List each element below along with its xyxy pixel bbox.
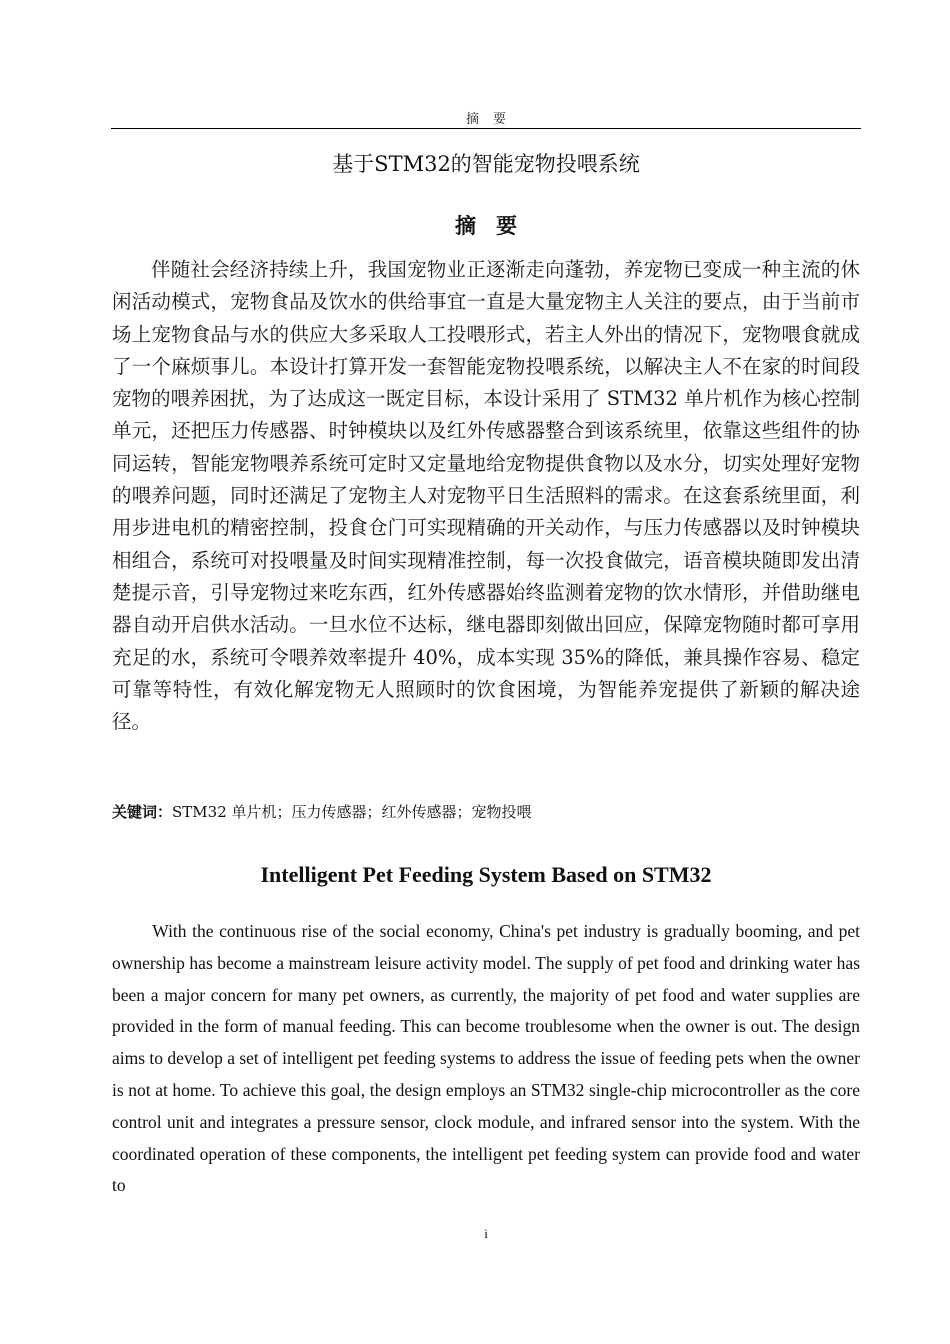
keywords-label: 关键词： — [112, 803, 173, 821]
chinese-abstract-heading: 摘要 — [455, 213, 537, 238]
header-rule — [111, 128, 861, 129]
keywords-line — [112, 801, 860, 822]
page-number: i — [484, 1226, 488, 1241]
english-abstract-body: With the continuous rise of the social economy, China's pet industry is gradually booming, and pet ownership has become a mainstream leisure activity model. The supply of pet food and drinking water has been a major concern for many pet owners, as currently, the majority of pet food and water supplies are provided in the form of manual feeding. This can become troublesome when the owner is out. The design aims to develop a set of intelligent pet feeding systems to address the issue of feeding pets when the owner is not at home. To achieve this goal, the design employs an STM32 single-chip microcontroller as the core control unit and integrates a pressure sensor, clock module, and infrared sensor into the system. With the coordinated operation of these components, the intelligent pet feeding system can provide food and water to — [112, 921, 860, 1196]
chinese-title: 基于STM32的智能宠物投喂系统 — [332, 152, 640, 176]
chinese-abstract-body: 伴随社会经济持续上升，我国宠物业正逐渐走向蓬勃，养宠物已变成一种主流的休闲活动模式，宠物食品及饮水的供给事宜一直是大量宠物主人关注的要点，由于当前市场上宠物食品与水的供应大多采取人工投喂形式，若主人外出的情况下，宠物喂食就成了一个麻烦事儿。本设计打算开发一套智能宠物投喂系统，以解决主人不在家的时间段宠物的喂养困扰，为了达成这一既定目标，本设计采用了 STM32 单片机作为核心控制单元，还把压力传感器、时钟模块以及红外传感器整合到该系统里，依靠这些组件的协同运转，智能宠物喂养系统可定时又定量地给宠物提供食物以及水分，切实处理好宠物的喂养问题，同时还满足了宠物主人对宠物平日生活照料的需求。在这套系统里面，利用步进电机的精密控制，投食仓门可实现精确的开关动作，与压力传感器以及时钟模块相组合，系统可对投喂量及时间实现精准控制，每一次投食做完，语音模块随即发出清楚提示音，引导宠物过来吃东西，红外传感器始终监测着宠物的饮水情形，并借助继电器自动开启供水活动。一旦水位不达标，继电器即刻做出回应，保障宠物随时都可享用充足的水，系统可令喂养效率提升 40%，成本实现 35%的降低，兼具操作容易、稳定可靠等特性，有效化解宠物无人照顾时的饮食困境，为智能养宠提供了新颖的解决途径。 — [112, 258, 860, 734]
keywords-text: STM32 单片机；压力传感器；红外传感器；宠物投喂 — [172, 803, 532, 821]
english-title: Intelligent Pet Feeding System Based on STM32 — [260, 862, 712, 887]
running-head: 摘要 — [465, 112, 520, 127]
